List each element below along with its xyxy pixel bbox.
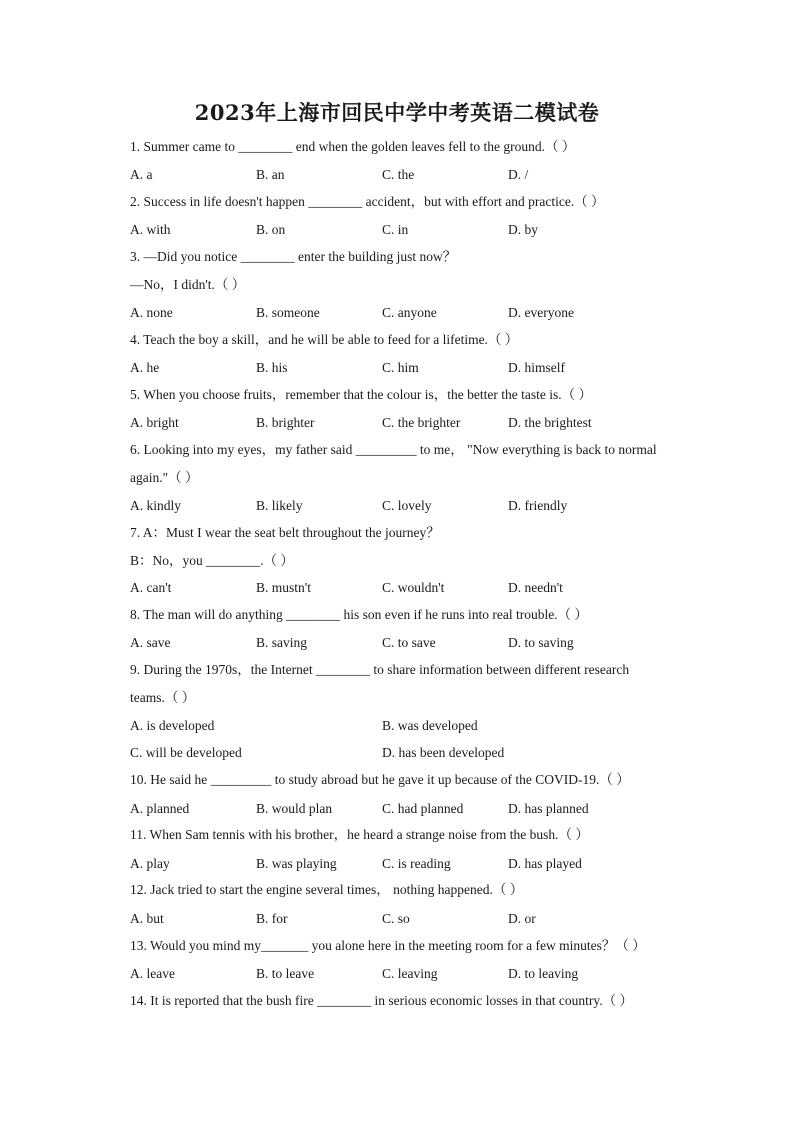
question-7-option-a[interactable]: A. can't — [130, 580, 172, 595]
question-7-option-c[interactable]: C. wouldn't — [382, 580, 445, 595]
question-9-stem-continued: teams.（ ） — [130, 690, 196, 705]
question-2-option-b[interactable]: B. on — [256, 222, 286, 237]
question-6-option-b[interactable]: B. likely — [256, 498, 303, 513]
question-9-option-d[interactable]: D. has been developed — [382, 745, 505, 760]
question-11-stem: 11. When Sam tennis with his brother，he heard a strange noise from the bush.（ ） — [130, 827, 589, 842]
question-11-option-c[interactable]: C. is reading — [382, 856, 451, 871]
question-12-option-a[interactable]: A. but — [130, 911, 164, 926]
question-2-stem: 2. Success in life doesn't happen ________ accident，but with effort and practice.（ ） — [130, 194, 605, 209]
question-11-option-b[interactable]: B. was playing — [256, 856, 337, 871]
question-9-option-c[interactable]: C. will be developed — [130, 745, 242, 760]
question-9-option-b[interactable]: B. was developed — [382, 718, 478, 733]
question-6-option-d[interactable]: D. friendly — [508, 498, 568, 513]
question-10-option-c[interactable]: C. had planned — [382, 801, 464, 816]
question-12-option-b[interactable]: B. for — [256, 911, 288, 926]
question-8-option-d[interactable]: D. to saving — [508, 635, 574, 650]
question-12-option-d[interactable]: D. or — [508, 911, 536, 926]
question-5-option-d[interactable]: D. the brightest — [508, 415, 592, 430]
question-10-stem: 10. He said he _________ to study abroad but he gave it up because of the COVID-19.（ ） — [130, 772, 630, 787]
question-7-option-b[interactable]: B. mustn't — [256, 580, 311, 595]
question-7-stem-continued: B：No，you ________.（ ） — [130, 553, 294, 568]
question-5-option-b[interactable]: B. brighter — [256, 415, 315, 430]
question-10-option-d[interactable]: D. has planned — [508, 801, 589, 816]
question-11-option-a[interactable]: A. play — [130, 856, 170, 871]
question-12-option-c[interactable]: C. so — [382, 911, 410, 926]
question-8-option-b[interactable]: B. saving — [256, 635, 308, 650]
question-4-option-b[interactable]: B. his — [256, 360, 288, 375]
question-1-option-a[interactable]: A. a — [130, 167, 153, 182]
question-1-stem: 1. Summer came to ________ end when the golden leaves fell to the ground.（ ） — [130, 139, 576, 154]
question-13-option-a[interactable]: A. leave — [130, 966, 175, 981]
question-3-option-d[interactable]: D. everyone — [508, 305, 574, 320]
question-6-option-c[interactable]: C. lovely — [382, 498, 432, 513]
question-5-option-a[interactable]: A. bright — [130, 415, 179, 430]
question-5-stem: 5. When you choose fruits，remember that the colour is，the better the taste is.（ ） — [130, 387, 593, 402]
question-8-option-a[interactable]: A. save — [130, 635, 171, 650]
question-1-option-d[interactable]: D. / — [508, 167, 529, 182]
question-1-option-b[interactable]: B. an — [256, 167, 285, 182]
question-10-option-b[interactable]: B. would plan — [256, 801, 333, 816]
question-13-option-c[interactable]: C. leaving — [382, 966, 438, 981]
question-13-option-d[interactable]: D. to leaving — [508, 966, 579, 981]
question-2-option-d[interactable]: D. by — [508, 222, 538, 237]
question-7-option-d[interactable]: D. needn't — [508, 580, 563, 595]
question-4-option-a[interactable]: A. he — [130, 360, 160, 375]
question-3-option-b[interactable]: B. someone — [256, 305, 320, 320]
question-13-option-b[interactable]: B. to leave — [256, 966, 315, 981]
question-6-option-a[interactable]: A. kindly — [130, 498, 182, 513]
question-1-option-c[interactable]: C. the — [382, 167, 415, 182]
question-9-option-a[interactable]: A. is developed — [130, 718, 215, 733]
question-11-option-d[interactable]: D. has played — [508, 856, 582, 871]
question-5-option-c[interactable]: C. the brighter — [382, 415, 461, 430]
question-9-stem: 9. During the 1970s，the Internet ________ to share information between different research — [130, 662, 630, 677]
question-6-stem-continued: again."（ ） — [130, 470, 199, 485]
question-2-option-a[interactable]: A. with — [130, 222, 171, 237]
question-10-option-a[interactable]: A. planned — [130, 801, 190, 816]
question-3-option-a[interactable]: A. none — [130, 305, 173, 320]
question-8-stem: 8. The man will do anything ________ his son even if he runs into real trouble.（ ） — [130, 607, 588, 622]
question-6-stem: 6. Looking into my eyes，my father said _________ to me， "Now everything is back to normal — [130, 442, 657, 457]
question-3-stem-continued: —No，I didn't.（ ） — [130, 277, 246, 292]
question-4-stem: 4. Teach the boy a skill，and he will be able to feed for a lifetime.（ ） — [130, 332, 519, 347]
page-title: 2023年上海市回民中学中考英语二模试卷 — [194, 100, 600, 125]
question-13-stem: 13. Would you mind my_______ you alone here in the meeting room for a few minutes？（ ） — [130, 938, 646, 953]
question-8-option-c[interactable]: C. to save — [382, 635, 436, 650]
question-3-option-c[interactable]: C. anyone — [382, 305, 437, 320]
question-2-option-c[interactable]: C. in — [382, 222, 409, 237]
question-3-stem: 3. —Did you notice ________ enter the building just now？ — [130, 249, 457, 264]
question-4-option-c[interactable]: C. him — [382, 360, 419, 375]
question-12-stem: 12. Jack tried to start the engine several times， nothing happened.（ ） — [130, 882, 524, 897]
question-4-option-d[interactable]: D. himself — [508, 360, 565, 375]
question-7-stem: 7. A：Must I wear the seat belt throughout the journey？ — [130, 525, 440, 540]
question-14-stem: 14. It is reported that the bush fire ________ in serious economic losses in that country.（ ） — [130, 993, 634, 1008]
